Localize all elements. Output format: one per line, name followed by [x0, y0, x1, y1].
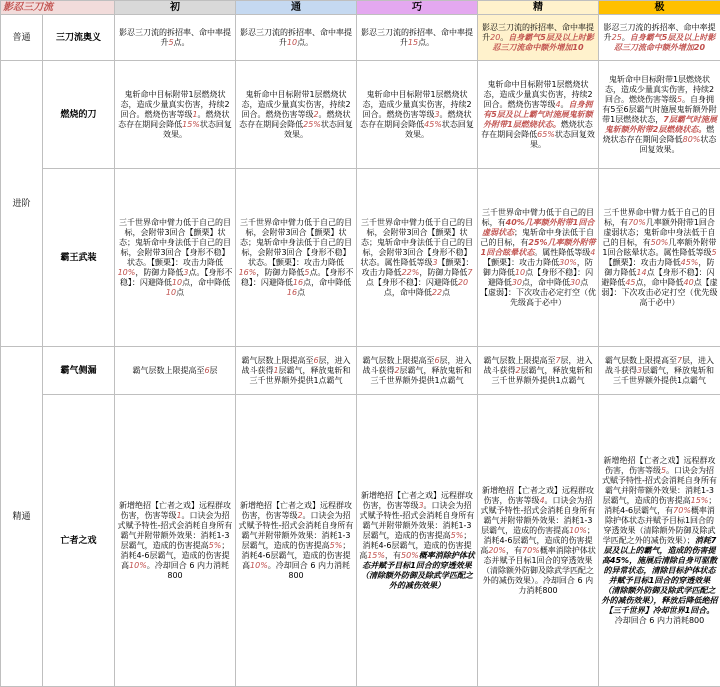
cell-text-segment: 自身霸气5层及以上时影忍三刀流命中额外增加	[492, 33, 593, 52]
cell-text-segment: 10%	[118, 268, 136, 277]
cell-text-segment: 6	[313, 356, 318, 365]
cell-text-segment: 3	[183, 268, 188, 277]
cell-text-segment: 。燃烧状态存在期间会降低	[360, 110, 471, 129]
cell-text-segment: 16	[293, 278, 303, 287]
cell-text-segment: 点【身形不稳】：闪避降低	[488, 268, 593, 287]
cell-text-segment: 10%	[569, 526, 587, 535]
cell-text-segment: ；消耗4-6层霸气，造成的伤害提高	[120, 541, 229, 570]
cell-text-segment: 三千世界命中臂力低于自己的目标，有	[604, 208, 716, 227]
skill-cell	[599, 15, 720, 61]
cell-text-segment: 。燃烧状态存在期间会降低	[239, 110, 350, 129]
skill-name-baqi: 霸气侧漏	[43, 347, 115, 395]
skill-cell	[478, 347, 599, 395]
cell-text-segment: 65%	[537, 130, 555, 139]
cell-text-segment: 2	[313, 110, 318, 119]
cell-text-segment: 霸气层数上限提高至	[241, 356, 313, 365]
cell-text-segment: 点。	[418, 38, 434, 47]
skill-cell	[478, 61, 599, 169]
skill-name-randao: 燃烧的刀	[43, 61, 115, 169]
cell-text-segment: 状态回复效果。	[640, 135, 717, 154]
cell-text-segment: 7	[677, 356, 682, 365]
cell-text-segment: 层霸气，释放鬼斩和三千世界额外提供1点霸气	[491, 366, 592, 385]
cell-text-segment: 鬼斩命中目标附带1层燃烧状态，造成少量真实伤害，持续2回合。燃烧伤害等级	[241, 90, 350, 119]
cell-text-segment: 层，进入战斗获得	[362, 356, 471, 375]
skill-cell	[115, 395, 236, 687]
cell-text-segment: 影忍三刀流的拆招率、命中率提升	[482, 23, 594, 42]
cell-text-segment: 层霸气，释放鬼斩和三千世界额外提供1点霸气	[249, 366, 350, 385]
cell-text-segment: 5	[677, 95, 682, 104]
level-header-ji: 极	[599, 1, 720, 15]
level-header-chu: 初	[115, 1, 236, 15]
cell-text-segment: 1	[273, 366, 278, 375]
skill-cell	[236, 169, 357, 347]
cell-text-segment: 点，命中降低	[303, 278, 351, 287]
cell-text-segment: 10	[287, 38, 297, 47]
cell-text-segment: 1	[192, 110, 197, 119]
cell-text-segment: 影忍三刀流的拆招率、命中率提升	[604, 23, 716, 42]
cell-text-segment: 25%几率额外附带1回合眩晕状态	[481, 238, 596, 257]
cell-text-segment: 冷却回合 6 内力消耗800	[615, 616, 704, 625]
cell-text-segment: 状态回复效果。	[530, 130, 595, 149]
cell-text-segment: 45	[625, 278, 635, 287]
skill-cell	[599, 61, 720, 169]
cell-text-segment: 自身拥有5层及以上霸气时施展鬼斩额外附带1层燃烧状态。	[483, 100, 593, 129]
cell-text-segment: 。口诀会为招式赋予特性-招式会消耗自身所有霸气并附带额外效果：消耗1-3层霸气，造成的伤害提高	[602, 466, 717, 505]
cell-text-segment: 4	[590, 248, 595, 257]
level-header-jing: 精	[478, 1, 599, 15]
cell-text-segment: 点	[297, 288, 305, 297]
skill-cell	[115, 61, 236, 169]
cell-text-segment: 70%	[522, 546, 540, 555]
cell-text-segment: 4	[539, 496, 544, 505]
cell-text-segment: 影忍三刀流的拆招率、命中率提升	[119, 28, 231, 47]
cell-text-segment: 20	[490, 33, 500, 42]
skill-cell	[115, 169, 236, 347]
cell-text-segment: 三千世界命中臂力低于自己的目标，会附带3回合【颤栗】状态；鬼斩命中身法低于自己的目标，会附带3回合【身形不稳】状态。属性降低等级	[360, 218, 473, 267]
cell-text-segment: 层霸气，释放鬼斩和三千世界额外提供1点霸气	[370, 366, 471, 385]
skill-cell	[357, 169, 478, 347]
cell-text-segment: 。口诀会为招式赋予特性-招式会消耗自身所有霸气并附带额外效果：消耗1-3层霸气，造成的伤害提高	[118, 511, 233, 550]
cell-text-segment: 点，命中降低	[384, 288, 432, 297]
cell-text-segment: 。冷却回合 6 内力消耗800	[268, 561, 350, 580]
cell-text-segment: 新增绝招【亡者之戏】远程群攻伤害，伤害等级	[604, 456, 716, 475]
cell-text-segment: 25%	[303, 120, 321, 129]
cell-text-segment: 7	[555, 356, 560, 365]
cell-text-segment: 鬼斩命中目标附带1层燃烧状态，造成少量真实伤害，持续2回合。燃烧伤害等级	[483, 80, 592, 109]
cell-text-segment: 20	[694, 43, 705, 52]
cell-text-segment: 层，进入战斗获得	[483, 356, 592, 375]
cell-text-segment: 45%	[424, 120, 442, 129]
cell-text-segment: 5	[304, 268, 309, 277]
cell-text-segment: 。自身拥有5至6层霸气时施展鬼斩额外附带1层燃烧状态，	[602, 95, 716, 124]
cell-text-segment: 10	[172, 278, 182, 287]
cell-text-segment: 22	[432, 288, 442, 297]
category-jingtong: 精通	[1, 347, 43, 687]
cell-text-segment: 5	[661, 466, 666, 475]
cell-text-segment: 层，进入战斗获得	[241, 356, 350, 375]
cell-text-segment: 6	[434, 356, 439, 365]
cell-text-segment: 5	[712, 248, 717, 257]
cell-text-segment: 2	[394, 366, 399, 375]
cell-text-segment: 50%	[401, 551, 419, 560]
cell-text-segment: 。口诀会为招式赋予特性-招式会消耗自身所有霸气并附带额外效果：消耗1-3层霸气，造成的伤害提高	[481, 496, 596, 535]
cell-text-segment: 三千世界命中臂力低于自己的目标，有	[482, 208, 594, 227]
level-header-qiao: 巧	[357, 1, 478, 15]
cell-text-segment: 15%	[182, 120, 200, 129]
cell-text-segment: 影忍三刀流的拆招率、命中率提升	[361, 28, 473, 47]
skill-cell	[115, 347, 236, 395]
skill-cell	[236, 347, 357, 395]
cell-text-segment: 14	[636, 268, 646, 277]
cell-text-segment: 7层霸气时施展鬼斩额外附带2层燃烧状态。	[605, 115, 717, 134]
cell-text-segment: 新增绝招【亡者之戏】远程群攻伤害，伤害等级	[119, 501, 231, 520]
skill-name-bawang: 霸王武装	[43, 169, 115, 347]
cell-text-segment: 消耗7层及以上的霸气，造成的伤害提高45%，施展后清除自身可驱散的异常状态，清除目标护体状态并赋予目标1回合的穿透效果（清除额外防御及除武学匹配之外的减伤效果），释放后降低绝招【三千世界】冷却世界1回合。	[602, 536, 718, 615]
cell-text-segment: 点	[176, 288, 184, 297]
skill-name-sandaoliu: 三刀流奥义	[43, 15, 115, 61]
cell-text-segment: 。燃烧状态存在期间会降低	[118, 110, 229, 129]
cell-text-segment: 70%	[673, 506, 691, 515]
cell-text-segment: 点【身形不稳】：闪避降低	[601, 268, 714, 287]
cell-text-segment: 16%	[239, 268, 257, 277]
table-title: 影忍三刀流	[1, 1, 115, 15]
cell-text-segment: 7	[467, 268, 472, 277]
skill-cell	[478, 15, 599, 61]
cell-text-segment: 【颤栗】：攻击力降低	[362, 258, 474, 277]
cell-text-segment: ；消耗4-6层霸气，造成的伤害提高	[480, 526, 595, 555]
skill-cell	[236, 15, 357, 61]
cell-text-segment: 1	[176, 511, 181, 520]
cell-text-segment: 5%	[451, 531, 464, 540]
skill-cell	[236, 395, 357, 687]
cell-text-segment: 层，进入战斗获得	[605, 356, 714, 375]
cell-text-segment: 15%	[367, 551, 385, 560]
cell-text-segment: 点，命中降低	[522, 278, 570, 287]
cell-text-segment: 影忍三刀流的拆招率、命中率提升	[240, 28, 352, 47]
cell-text-segment: 状态回复效果。	[163, 120, 232, 139]
cell-text-segment: 80%	[683, 135, 701, 144]
cell-text-segment: 概率消除护体状态并赋予目标1回合的穿透效果（清除额外防御及除武学匹配之外的减伤效果）	[361, 551, 475, 590]
cell-text-segment: 点【虚弱】：下次攻击必定打空（优先级高于必中）	[602, 278, 718, 307]
cell-text-segment: 新增绝招【亡者之戏】远程群攻伤害，伤害等级	[240, 501, 352, 520]
cell-text-segment: 15%	[691, 496, 709, 505]
level-header-tong: 通	[236, 1, 357, 15]
cell-text-segment: 概率消除护体状态并赋予目标1回合的穿透效果（清除额外防御及除武学匹配之外的减伤效果）。冷却回合 6 内力消耗800	[482, 546, 596, 595]
cell-text-segment: 2	[297, 511, 302, 520]
cell-text-segment: 45%	[681, 258, 699, 267]
cell-text-segment: ，防御力降低	[483, 258, 593, 277]
cell-text-segment: 10	[166, 288, 176, 297]
cell-text-segment: 50%	[651, 238, 669, 247]
cell-text-segment: 鬼斩命中目标附带1层燃烧状态，造成少量真实伤害，持续2回合。燃烧伤害等级	[120, 90, 229, 119]
cell-text-segment: 22%	[402, 268, 420, 277]
cell-text-segment: 状态回复效果。	[284, 120, 353, 139]
cell-text-segment: 。口诀会为招式赋予特性-招式会消耗自身所有霸气并附带额外效果：消耗1-3层霸气，造成的伤害提高	[239, 511, 354, 550]
cell-text-segment: 三千世界命中臂力低于自己的目标，会附带3回合【颤栗】状态；鬼斩命中身法低于自己的目标，会附带3回合【身形不稳】状态。【颤栗】：攻击力降低	[119, 218, 231, 267]
cell-text-segment: 15	[408, 38, 418, 47]
cell-text-segment: 10%	[250, 561, 268, 570]
skill-cell	[599, 169, 720, 347]
cell-text-segment: 3	[418, 501, 423, 510]
cell-text-segment: 70%	[628, 218, 646, 227]
cell-text-segment: 层霸气，释放鬼斩和三千世界额外提供1点霸气	[613, 366, 714, 385]
cell-text-segment: 。冷却回合 6 内力消耗800	[147, 561, 229, 580]
cell-text-segment: 霸气层数上限提高至	[132, 366, 204, 375]
skill-cell	[599, 395, 720, 687]
cell-text-segment: 燃烧状态存在期间会降低	[603, 125, 715, 144]
skill-cell	[115, 15, 236, 61]
cell-text-segment: 30	[512, 278, 522, 287]
cell-text-segment: 10%	[129, 561, 147, 570]
skill-name-wangzhe: 亡者之戏	[43, 395, 115, 687]
cell-text-segment: ；消耗4-6层霸气，造成的伤害提高	[241, 541, 350, 570]
cell-text-segment: 30%	[559, 258, 577, 267]
cell-text-segment: 2	[515, 366, 520, 375]
cell-text-segment: 。口诀会为招式赋予特性-招式会消耗自身所有霸气并附带额外效果：消耗1-3层霸气，造成的伤害提高	[360, 501, 475, 540]
cell-text-segment: 点【虚弱】：下次攻击必定打空（优先级高于必中）	[480, 278, 596, 307]
cell-text-segment: 点，命中降低	[636, 278, 684, 287]
cell-text-segment: 点。	[174, 38, 190, 47]
skill-cell	[357, 347, 478, 395]
cell-text-segment: ，防御力降低	[256, 268, 304, 277]
cell-text-segment: 10	[515, 268, 525, 277]
skill-cell	[478, 395, 599, 687]
cell-text-segment: 霸气层数上限提高至	[362, 356, 434, 365]
cell-text-segment: 自身霸气5层及以上时影忍三刀流命中额外增加	[614, 33, 715, 52]
cell-text-segment: 5%	[209, 541, 222, 550]
cell-text-segment: 点	[442, 288, 450, 297]
cell-text-segment: 点。	[297, 38, 313, 47]
cell-text-segment: 【颤栗】：攻击力降低	[483, 258, 559, 267]
skill-cell	[478, 169, 599, 347]
cell-text-segment: ，有	[506, 546, 522, 555]
cell-text-segment: 鬼斩命中目标附带1层燃烧状态，造成少量真实伤害，持续2回合。燃烧伤害等级	[605, 75, 714, 104]
cell-text-segment: ，有	[385, 551, 401, 560]
cell-text-segment: 10	[572, 43, 583, 52]
cell-text-segment: 几率额外附带1回合眩晕状态。属性降低等级	[602, 238, 716, 257]
cell-text-segment: 点，命中降低	[182, 278, 230, 287]
cell-text-segment: ，防御力降低	[604, 258, 714, 277]
cell-text-segment: 5	[168, 38, 173, 47]
cell-text-segment: 新增绝招【亡者之戏】远程群攻伤害，伤害等级	[361, 491, 473, 510]
cell-text-segment: 40	[684, 278, 694, 287]
cell-text-segment: 20	[458, 278, 468, 287]
skill-cell	[357, 395, 478, 687]
cell-text-segment: 。	[561, 100, 569, 109]
cell-text-segment: 3	[637, 366, 642, 375]
cell-text-segment: 几率额外附带1回合虚弱状态；鬼斩命中身法低于自己的目标，有	[603, 218, 716, 247]
category-jinjie: 进阶	[1, 61, 43, 347]
cell-text-segment: 4	[555, 100, 560, 109]
skill-cell	[357, 61, 478, 169]
cell-text-segment: ，防御力降低	[419, 268, 467, 277]
cell-text-segment: 25	[612, 33, 622, 42]
cell-text-segment: ，防御力降低	[135, 268, 183, 277]
cell-text-segment: 3	[432, 258, 437, 267]
cell-text-segment: 霸气层数上限提高至	[483, 356, 555, 365]
category-putong: 普通	[1, 15, 43, 61]
skill-cell	[357, 15, 478, 61]
cell-text-segment: 20%	[488, 546, 506, 555]
cell-text-segment: 30	[570, 278, 580, 287]
skill-cell	[599, 347, 720, 395]
cell-text-segment: 6	[204, 366, 209, 375]
cell-text-segment: 鬼斩命中目标附带1层燃烧状态，造成少量真实伤害，持续2回合。燃烧伤害等级	[362, 90, 471, 119]
cell-text-segment: ；消耗4-6层霸气，有	[604, 496, 716, 515]
cell-text-segment: 新增绝招【亡者之戏】远程群攻伤害，伤害等级	[482, 486, 594, 505]
cell-text-segment: 点【身形不稳】：闪避降低	[366, 278, 458, 287]
cell-text-segment: 5%	[330, 541, 343, 550]
cell-text-segment: 16	[287, 288, 297, 297]
cell-text-segment: 40%几率额外附带1回合虚弱状态	[482, 218, 594, 237]
cell-text-segment: ；消耗4-6层霸气，造成的伤害提高	[359, 531, 471, 560]
cell-text-segment: 三千世界命中臂力低于自己的目标，会附带3回合【颤栗】状态；鬼斩命中身法低于自己的目标，会附带3回合【身形不稳】状态。【颤栗】：攻击力降低	[240, 218, 352, 267]
cell-text-segment: 。	[500, 33, 508, 42]
cell-text-segment: 燃烧状态存在期间会降低	[481, 120, 593, 139]
cell-text-segment: 层	[210, 366, 218, 375]
cell-text-segment: 点。【身形不稳】：闪避降低	[120, 268, 233, 287]
cell-text-segment: 。	[622, 33, 630, 42]
cell-text-segment: 【颤栗】：攻击力降低	[605, 258, 681, 267]
cell-text-segment: ；鬼斩命中身法低于自己的目标，有	[480, 228, 594, 247]
cell-text-segment: 概率消除护体状态并赋予目标1回合的穿透效果（清除额外防御及除武学匹配之外的减伤效果）；	[603, 506, 716, 545]
cell-text-segment: 状态回复效果。	[405, 120, 474, 139]
skill-cell	[236, 61, 357, 169]
cell-text-segment: 。属性降低等级	[534, 248, 590, 257]
cell-text-segment: 霸气层数上限提高至	[605, 356, 677, 365]
cell-text-segment: 点。【身形不稳】：闪避降低	[241, 268, 354, 287]
cell-text-segment: 3	[434, 110, 439, 119]
